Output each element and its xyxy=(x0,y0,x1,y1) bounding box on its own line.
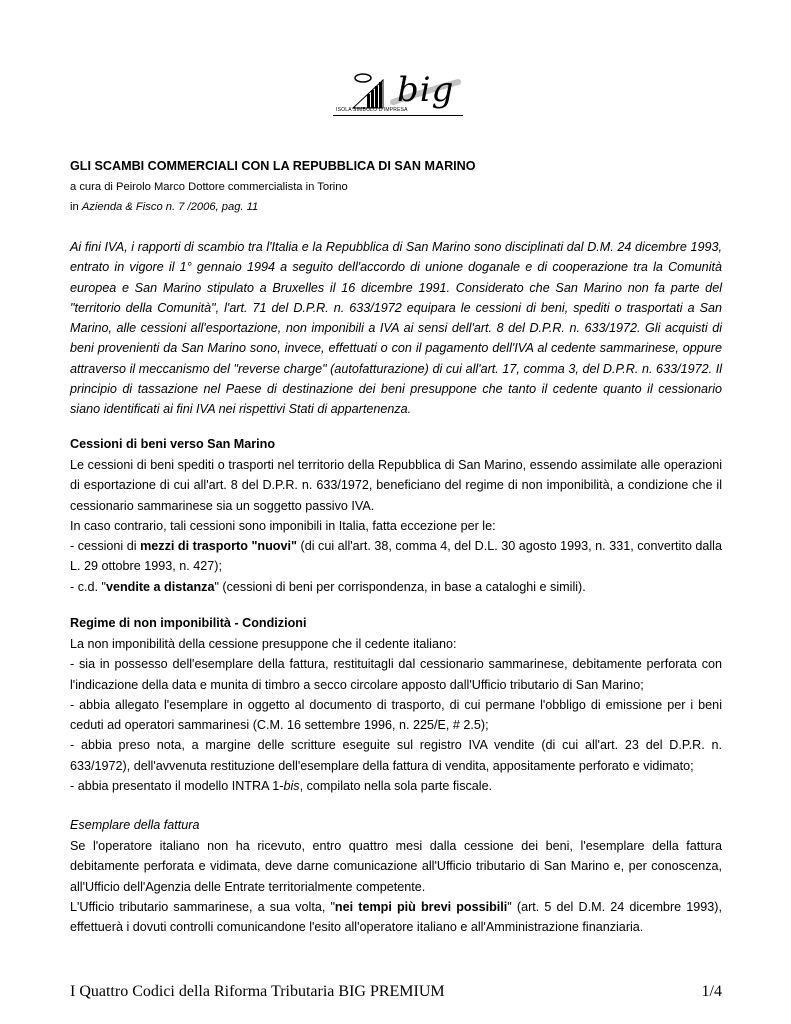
section-esemplare-p1: Se l'operatore italiano non ha ricevuto, entro quattro mesi dalla cessione dei beni, l'esemplare della fattura debitamente perforata e vidimata, deve darne comunicazione all'Ufficio tributario di San Marino e, per conoscenza, all'Ufficio dell'Agenzia delle Entrate territorialmente competente. xyxy=(70,839,722,894)
section-esemplare-p2: L'Ufficio tributario sammarinese, a sua volta, "nei tempi più brevi possibili" (art. 5 del D.M. 24 dicembre 1993), effettuerà i dovuti controlli comunicandone l'esito all'operatore italiano e all'Amministrazione finanziaria. xyxy=(70,899,722,935)
page-number: 1/4 xyxy=(701,983,722,1000)
article-title: GLI SCAMBI COMMERCIALI CON LA REPUBBLICA DI SAN MARINO xyxy=(70,159,476,173)
section-cessioni-bullet2: - c.d. "vendite a distanza" (cessioni di beni per corrispondenza, in base a cataloghi e simili). xyxy=(70,579,586,594)
article-author: a cura di Peirolo Marco Dottore commercialista in Torino xyxy=(70,181,348,193)
page-footer xyxy=(70,983,722,1001)
intro-paragraph: Ai fini IVA, i rapporti di scambio tra l'Italia e la Repubblica di San Marino sono disciplinati dal D.M. 24 dicembre 1993, entrato in vigore il 1° gennaio 1994 a seguito dell'accordo di unione doganale e di cooperazione tra la Comunità europea e San Marino stipulato a Bruxelles il 16 dicembre 1991. Considerato che San Marino non fa parte del "territorio della Comunità", l'art. 71 del D.P.R. n. 633/1972 equipara le cessioni di beni, spediti o trasportati a San Marino, alle cessioni all'esportazione, non imponibili a IVA ai sensi dell'art. 8 del D.P.R. n. 633/1972. Gli acquisti di beni provenienti da San Marino sono, invece, effettuati o con il pagamento dell'IVA al cedente sammarinese, oppure attraverso il meccanismo del "reverse charge" (autofatturazione) di cui all'art. 17, comma 3, del D.P.R. n. 633/1972. Il principio di tassazione nel Paese di destinazione dei beni presuppone che tanto il cedente quanto il cessionario siano identificati ai fini IVA nei rispettivi Stati di appartenenza. xyxy=(70,240,722,417)
section-cessioni-p1: Le cessioni di beni spediti o trasporti nel territorio della Repubblica di San Marino, essendo assimilate alle operazioni di esportazione di cui all'art. 8 del D.P.R. n. 633/1972, beneficiano del regime di non imponibilità, a condizione che il cessionario sammarinese sia un soggetto passivo IVA. xyxy=(70,458,722,513)
section-regime-bullet3: - abbia preso nota, a margine delle scritture eseguite sul registro IVA vendite (di cui all'art. 23 del D.P.R. n. 633/1972), dell'avvenuta restituzione dell'esemplare della fattura di vendita, appositamente perforato e vidimato; xyxy=(70,738,722,773)
section-esemplare-body xyxy=(70,836,722,937)
footer-text: I Quattro Codici della Riforma Tributaria BIG PREMIUM xyxy=(70,983,445,1000)
logo-wordmark: big xyxy=(397,70,455,110)
logo-caption: ISOLA SIMBOLO D'IMPRESA xyxy=(336,107,408,113)
section-regime-body xyxy=(70,634,722,796)
section-regime-bullet1: - sia in possesso dell'esemplare della fattura, restituitagli dal cessionario sammarinese, debitamente perforata con l'indicazione della data e munita di timbro a secco circolare apposto dall'Ufficio tributario di San Marino; xyxy=(70,657,722,692)
section-regime-p1: La non imponibilità della cessione presuppone che il cedente italiano: xyxy=(70,637,457,651)
section-regime-bullet4: - abbia presentato il modello INTRA 1-bis, compilato nella sola parte fiscale. xyxy=(70,779,493,794)
article-source: in Azienda & Fisco n. 7 /2006, pag. 11 xyxy=(70,201,259,213)
section-heading-regime: Regime di non imponibilità - Condizioni xyxy=(70,616,307,630)
section-cessioni-p2: In caso contrario, tali cessioni sono imponibili in Italia, fatta eccezione per le: xyxy=(70,518,496,533)
section-heading-esemplare: Esemplare della fattura xyxy=(70,818,200,832)
section-cessioni-bullet1: - cessioni di mezzi di trasporto "nuovi" (di cui all'art. 38, comma 4, del D.L. 30 agosto 1993, n. 331, convertito dalla L. 29 ottobre 1993, n. 427); xyxy=(70,539,722,574)
logo-rule xyxy=(333,115,463,116)
section-regime-bullet2: - abbia allegato l'esemplare in oggetto al documento di trasporto, di cui permane l'obbligo di emissione per i beni ceduti ad operatori sammarinesi (C.M. 16 settembre 1996, n. 225/E, # 2.5); xyxy=(70,697,722,733)
section-cessioni-body xyxy=(70,455,722,597)
section-heading-cessioni: Cessioni di beni verso San Marino xyxy=(70,437,276,451)
